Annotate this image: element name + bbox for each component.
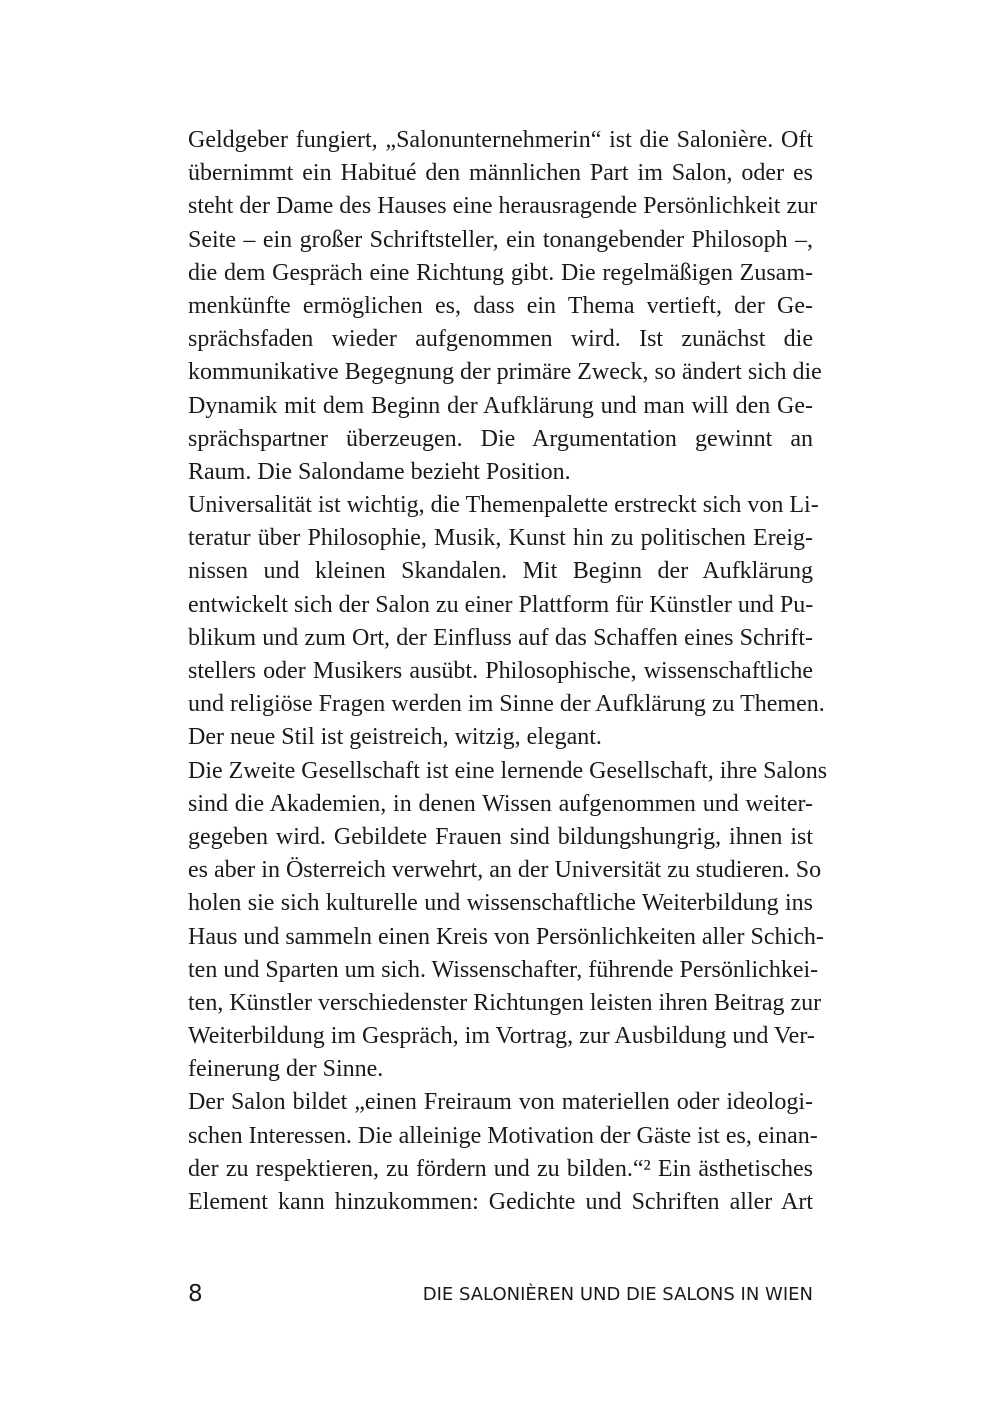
paragraph-2 [188, 489, 825, 755]
text-line: Der Salon bildet „einen Freiraum von materiellen oder ideologi- [188, 1089, 813, 1116]
text-line: steht der Dame des Hauses eine herausragende Persönlichkeit zur [188, 193, 818, 220]
paragraph-1 [188, 124, 822, 489]
page-number: 8 [188, 1281, 203, 1307]
text-line: ten, Künstler verschiedenster Richtungen leisten ihren Beitrag zur [188, 989, 822, 1016]
text-line: übernimmt ein Habitué den männlichen Part im Salon, oder es [188, 160, 813, 187]
paragraph-4 [188, 1086, 818, 1219]
text-line: holen sie sich kulturelle und wissenschaftliche Weiterbildung ins [188, 890, 813, 917]
page-body [188, 124, 828, 1219]
text-line: Weiterbildung im Gespräch, im Vortrag, zur Ausbildung und Ver- [188, 1023, 815, 1050]
text-line: Element kann hinzukommen: Gedichte und Schriften aller Art [188, 1189, 813, 1215]
text-line: und religiöse Fragen werden im Sinne der Aufklärung zu Themen. [188, 691, 825, 718]
text-line: sind die Akademien, in denen Wissen aufgenommen und weiter- [188, 790, 813, 817]
text-line: sprächsfaden wieder aufgenommen wird. Ist zunächst die [188, 326, 813, 353]
text-line: Die Zweite Gesellschaft ist eine lernende Gesellschaft, ihre Salons [188, 757, 828, 784]
paragraph-3 [188, 755, 828, 1087]
text-line: sprächspartner überzeugen. Die Argumentation gewinnt an [188, 425, 813, 452]
text-line: blikum und zum Ort, der Einfluss auf das Schaffen eines Schrift- [188, 624, 813, 651]
text-line: Raum. Die Salondame bezieht Position. [188, 458, 571, 485]
text-line: der zu respektieren, zu fördern und zu bilden.“² Ein ästhetisches [188, 1155, 813, 1182]
text-line: teratur über Philosophie, Musik, Kunst hin zu politischen Ereig- [188, 525, 813, 552]
text-line: Geldgeber fungiert, „Salonunternehmerin“ ist die Salonière. Oft [188, 127, 813, 153]
running-head: DIE SALONIÈREN UND DIE SALONS IN WIEN [422, 1284, 813, 1305]
text-line: Seite – ein großer Schriftsteller, ein tonangebender Philosoph –, [188, 226, 813, 253]
text-line: kommunikative Begegnung der primäre Zweck, so ändert sich die [188, 359, 822, 386]
text-line: Universalität ist wichtig, die Themenpalette erstreckt sich von Li- [188, 492, 819, 519]
text-line: stellers oder Musikers ausübt. Philosophische, wissenschaftliche [188, 658, 813, 684]
text-line: Dynamik mit dem Beginn der Aufklärung und man will den Ge- [188, 392, 813, 419]
text-line: entwickelt sich der Salon zu einer Plattform für Künstler und Pu- [188, 591, 814, 618]
page-footer [188, 1280, 813, 1312]
text-line: Haus und sammeln einen Kreis von Persönlichkeiten aller Schich- [188, 923, 824, 950]
text-line: feinerung der Sinne. [188, 1056, 384, 1083]
text-line: menkünfte ermöglichen es, dass ein Thema vertieft, der Ge- [188, 292, 813, 319]
text-line: nissen und kleinen Skandalen. Mit Beginn der Aufklärung [188, 558, 813, 585]
text-line: die dem Gespräch eine Richtung gibt. Die regelmäßigen Zusam- [188, 259, 813, 286]
text-line: schen Interessen. Die alleinige Motivation der Gäste ist es, einan- [188, 1122, 818, 1149]
text-line: es aber in Österreich verwehrt, an der Universität zu studieren. So [188, 857, 822, 884]
text-line: ten und Sparten um sich. Wissenschafter, führende Persönlichkei- [188, 956, 819, 983]
text-line: gegeben wird. Gebildete Frauen sind bildungshungrig, ihnen ist [188, 823, 813, 850]
text-line: Der neue Stil ist geistreich, witzig, elegant. [188, 724, 602, 751]
